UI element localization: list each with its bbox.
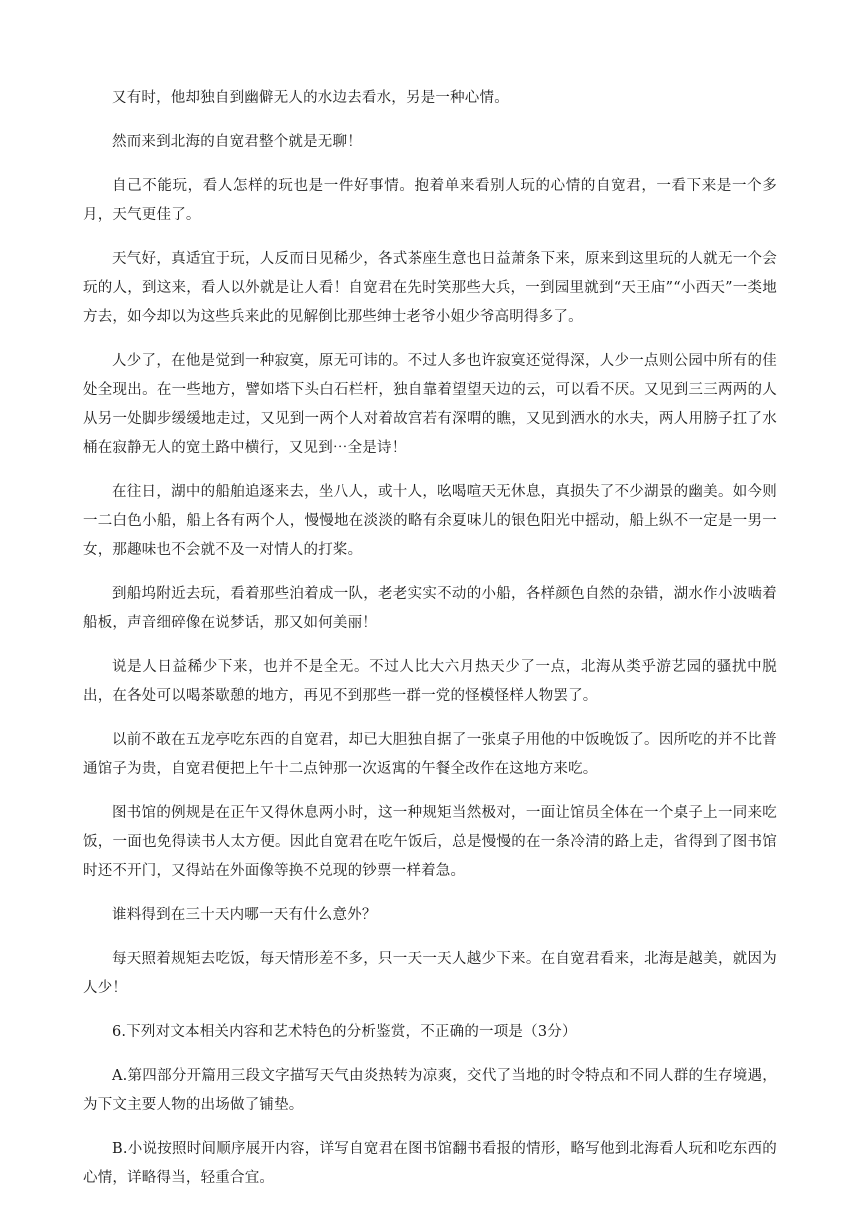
paragraph: 以前不敢在五龙亭吃东西的自宽君，却已大胆独自据了一张桌子用他的中饭晚饭了。因所吃的并不比普通馆子为贵，自宽君便把上午十二点钟那一次返寓的午餐全改作在这地方来吃。 bbox=[83, 732, 777, 777]
question-option-b: B.小说按照时间顺序展开内容，详写自宽君在图书馆翻书看报的情形，略写他到北海看人玩和吃东西的心情，详略得当，轻重合宜。 bbox=[83, 1141, 777, 1186]
paragraph: 每天照着规矩去吃饭，每天情形差不多，只一天一天人越少下来。在自宽君看来，北海是越美，就因为人少！ bbox=[83, 951, 777, 996]
paragraph: 然而来到北海的自宽君整个就是无聊！ bbox=[112, 134, 362, 150]
paragraph: 人少了，在他是觉到一种寂寞，原无可讳的。不过人多也许寂寞还觉得深，人少一点则公园中所有的佳处全现出。在一些地方，譬如塔下头白石栏杆，独自靠着望望天边的云，可以看不厌。又见到三三两两的人从另一处脚步缓缓地走过，又见到一两个人对着故宫若有深喟的瞧，又见到洒水的水夫，两人用膀子扛了水桶在寂静无人的宽土路中横行，又见到⋯全是诗！ bbox=[83, 353, 777, 456]
paragraph: 图书馆的例规是在正午又得休息两小时，这一种规矩当然极对，一面让馆员全体在一个桌子上一同来吃饭，一面也免得读书人太方便。因此自宽君在吃午饭后，总是慢慢的在一条冷清的路上走，省得到了图书馆时还不开门，又得站在外面像等换不兑现的钞票一样着急。 bbox=[83, 805, 777, 879]
question-stem: 6.下列对文本相关内容和艺术特色的分析鉴赏，不正确的一项是（3分） bbox=[112, 1024, 577, 1040]
paragraph: 在往日，湖中的船舶追逐来去，坐八人，或十人，吆喝喧天无休息，真损失了不少湖景的幽美。如今则一二白色小船，船上各有两个人，慢慢地在淡淡的略有余夏味儿的银色阳光中摇动，船上纵不一定是一男一女，那趣味也不会就不及一对情人的打桨。 bbox=[83, 484, 777, 558]
paragraph: 到船坞附近去玩，看着那些泊着成一队，老老实实不动的小船，各样颜色自然的杂错，湖水作小波啮着船板，声音细碎像在说梦话，那又如何美丽！ bbox=[83, 586, 777, 631]
paragraph: 天气好，真适宜于玩，人反而日见稀少，各式茶座生意也日益萧条下来，原来到这里玩的人就无一个会玩的人，到这来，看人以外就是让人看！自宽君在先时笑那些大兵，一到园里就到“天王庙”“小西天”一类地方去，如今却以为这些兵来此的见解倒比那些绅士老爷小姐少爷高明得多了。 bbox=[83, 251, 777, 325]
document-page bbox=[83, 84, 777, 1208]
paragraph: 谁料得到在三十天内哪一天有什么意外？ bbox=[112, 907, 377, 923]
question-option-a: A.第四部分开篇用三段文字描写天气由炎热转为凉爽，交代了当地的时令特点和不同人群的生存境遇，为下文主要人物的出场做了铺垫。 bbox=[83, 1068, 777, 1113]
paragraph: 又有时，他却独自到幽僻无人的水边去看水，另是一种心情。 bbox=[112, 90, 509, 106]
paragraph: 自己不能玩，看人怎样的玩也是一件好事情。抱着单来看别人玩的心情的自宽君，一看下来是一个多月，天气更佳了。 bbox=[83, 178, 777, 223]
paragraph: 说是人日益稀少下来，也并不是全无。不过人比大六月热天少了一点，北海从类乎游艺园的骚扰中脱出，在各处可以喝茶歇憩的地方，再见不到那些一群一党的怪模怪样人物罢了。 bbox=[83, 659, 777, 704]
